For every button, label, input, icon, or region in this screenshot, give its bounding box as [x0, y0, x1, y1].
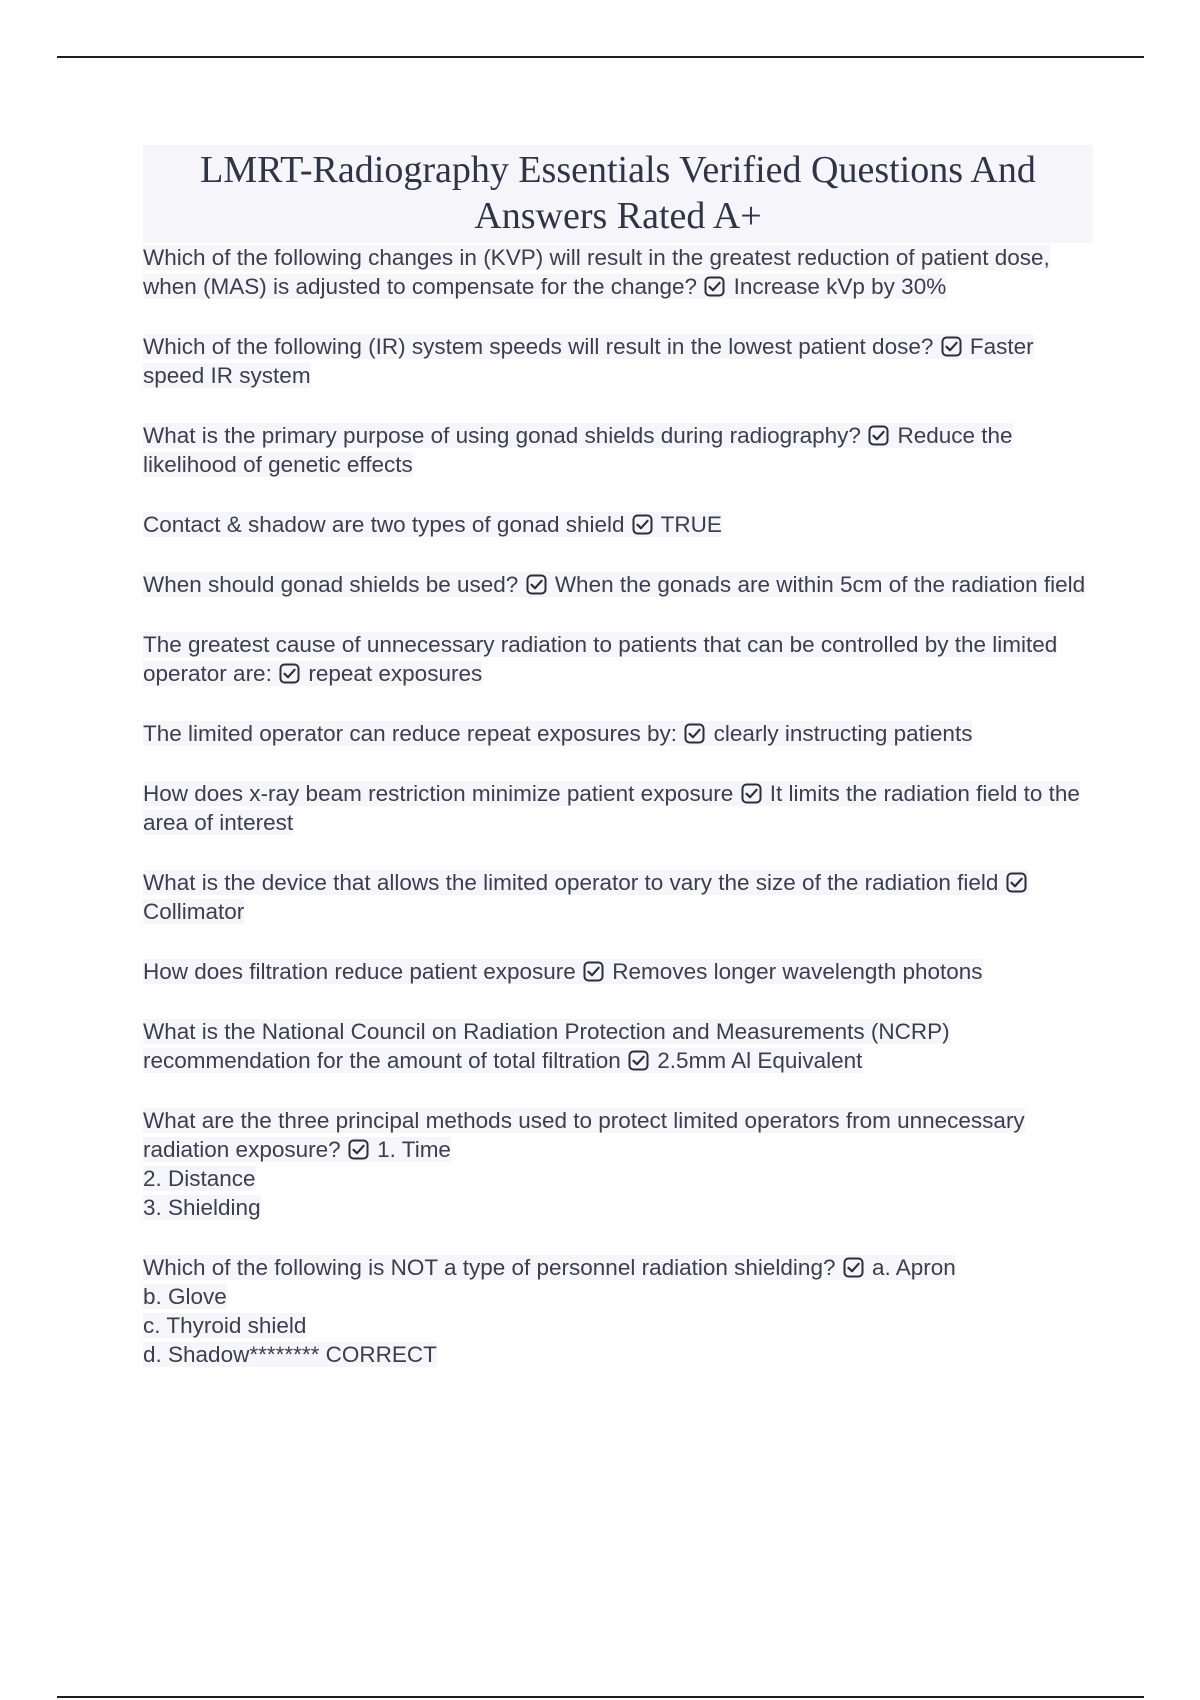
checkbox-checked-icon — [868, 425, 889, 446]
answer-option — [143, 1193, 1093, 1222]
qa-text — [143, 512, 722, 537]
qa-item — [143, 868, 1093, 926]
answer-option — [143, 1282, 1093, 1311]
checkbox-checked-icon — [941, 336, 962, 357]
question-text: When should gonad shields be used? — [143, 572, 519, 597]
question-text: Contact & shadow are two types of gonad shield — [143, 512, 625, 537]
question-text: The greatest cause of unnecessary radiation to patients that can be controlled by the limited operator are: — [143, 632, 1058, 686]
document-title — [143, 145, 1093, 243]
qa-text — [143, 1255, 956, 1280]
qa-text — [143, 721, 972, 746]
checkbox-checked-icon — [632, 514, 653, 535]
qa-list — [143, 243, 1093, 1369]
answer-text: clearly instructing patients — [713, 721, 973, 746]
question-text: The limited operator can reduce repeat exposures by: — [143, 721, 678, 746]
answer-option-text: d. Shadow******** CORRECT — [143, 1342, 437, 1367]
answer-option — [143, 1311, 1093, 1340]
question-text: Which of the following is NOT a type of personnel radiation shielding? — [143, 1255, 836, 1280]
answer-text: repeat exposures — [308, 661, 483, 686]
title-line-2: Answers Rated A+ — [474, 195, 762, 237]
checkbox-checked-icon — [348, 1139, 369, 1160]
qa-text — [143, 1108, 1025, 1162]
answer-text: Collimator — [143, 899, 245, 924]
qa-item — [143, 510, 1093, 539]
qa-text — [143, 245, 1050, 299]
answer-option-text: 3. Shielding — [143, 1195, 261, 1220]
answer-text: Increase kVp by 30% — [733, 274, 947, 299]
answer-option-text: c. Thyroid shield — [143, 1313, 307, 1338]
qa-text — [143, 632, 1057, 686]
qa-item — [143, 1253, 1093, 1369]
answer-option — [143, 1164, 1093, 1193]
qa-item — [143, 243, 1093, 301]
checkbox-checked-icon — [684, 723, 705, 744]
answer-option-text: 2. Distance — [143, 1166, 256, 1191]
qa-text — [143, 572, 1085, 597]
checkbox-checked-icon — [843, 1257, 864, 1278]
qa-item — [143, 570, 1093, 599]
answer-text: Reduce the likelihood of genetic effects — [143, 423, 1013, 477]
checkbox-checked-icon — [704, 276, 725, 297]
qa-item — [143, 421, 1093, 479]
question-text: Which of the following changes in (KVP) will result in the greatest reduction of patient dose, when (MAS) is adjusted to compensate for the change? — [143, 245, 1050, 299]
qa-text — [143, 1019, 950, 1073]
title-line-1: LMRT-Radiography Essentials Verified Questions And — [200, 149, 1036, 191]
answer-text: TRUE — [660, 512, 722, 537]
checkbox-checked-icon — [1006, 872, 1027, 893]
answer-text: It limits the radiation field to the area of interest — [143, 781, 1080, 835]
bottom-rule — [57, 1696, 1144, 1698]
question-text: What are the three principal methods used to protect limited operators from unnecessary radiation exposure? — [143, 1108, 1025, 1162]
qa-item — [143, 1017, 1093, 1075]
qa-item — [143, 1106, 1093, 1222]
question-text: What is the National Council on Radiation Protection and Measurements (NCRP) recommendation for the amount of total filtration — [143, 1019, 950, 1073]
checkbox-checked-icon — [526, 574, 547, 595]
qa-item — [143, 332, 1093, 390]
question-text: How does x-ray beam restriction minimize patient exposure — [143, 781, 734, 806]
question-text: What is the primary purpose of using gonad shields during radiography? — [143, 423, 861, 448]
qa-text — [143, 334, 1034, 388]
answer-text: 1. Time — [377, 1137, 451, 1162]
top-rule — [57, 56, 1144, 58]
qa-text — [143, 781, 1080, 835]
qa-text — [143, 959, 983, 984]
question-text: What is the device that allows the limited operator to vary the size of the radiation field — [143, 870, 999, 895]
checkbox-checked-icon — [583, 961, 604, 982]
checkbox-checked-icon — [279, 663, 300, 684]
checkbox-checked-icon — [628, 1050, 649, 1071]
qa-text — [143, 423, 1013, 477]
qa-item — [143, 630, 1093, 688]
answer-option-text: b. Glove — [143, 1284, 227, 1309]
answer-text: a. Apron — [872, 1255, 956, 1280]
question-text: How does filtration reduce patient exposure — [143, 959, 576, 984]
document-body — [143, 145, 1093, 1400]
answer-text: Faster speed IR system — [143, 334, 1034, 388]
checkbox-checked-icon — [741, 783, 762, 804]
answer-text: Removes longer wavelength photons — [612, 959, 983, 984]
qa-item — [143, 779, 1093, 837]
qa-item — [143, 957, 1093, 986]
answer-text: 2.5mm Al Equivalent — [657, 1048, 863, 1073]
answer-option — [143, 1340, 1093, 1369]
question-text: Which of the following (IR) system speeds will result in the lowest patient dose? — [143, 334, 934, 359]
answer-text: When the gonads are within 5cm of the radiation field — [554, 572, 1086, 597]
qa-text — [143, 870, 1029, 924]
qa-item — [143, 719, 1093, 748]
